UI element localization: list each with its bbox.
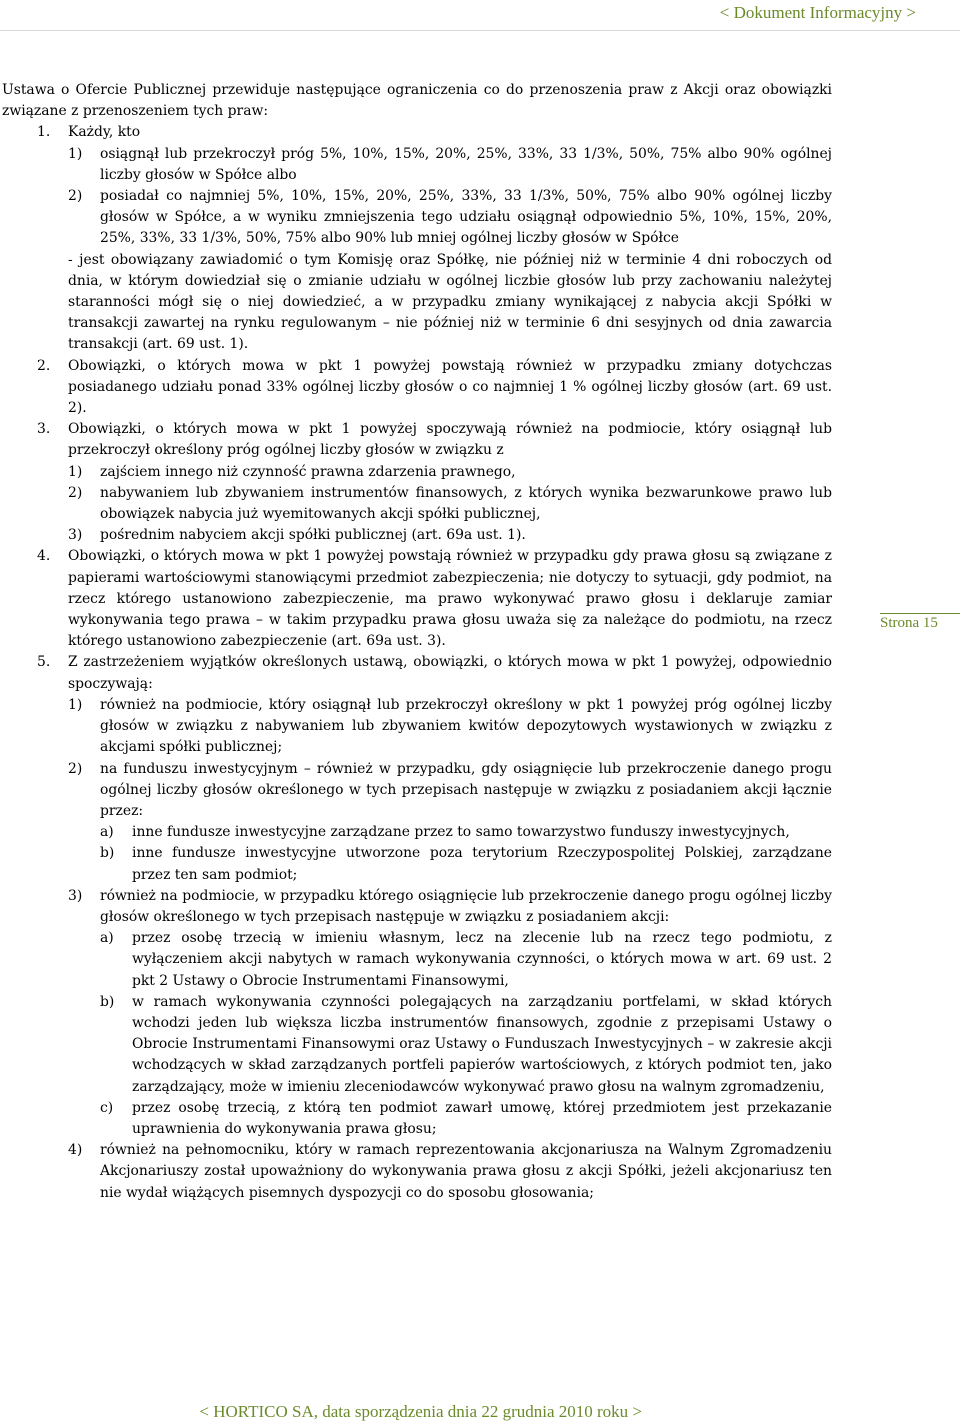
list-item xyxy=(2,652,832,694)
item-letter: a) xyxy=(100,824,114,841)
item-text: pośrednim nabyciem akcji spółki publicznej (art. 69a ust. 1). xyxy=(100,527,526,544)
document-header: < Dokument Informacyjny > xyxy=(719,3,916,22)
list-item xyxy=(2,1140,832,1204)
item-text: nabywaniem lub zbywaniem instrumentów finansowych, z których wynika bezwarunkowe prawo lub obowiązek nabycia już wyemitowanych akcji spółki publicznej, xyxy=(100,484,832,523)
item-number: 3) xyxy=(68,527,83,544)
list-item xyxy=(2,695,832,759)
item-number: 1) xyxy=(68,145,83,162)
list-item xyxy=(2,843,832,885)
item-text: przez osobę trzecią, z którą ten podmiot zawarł umowę, której przedmiotem jest przekazanie uprawnienia do wykonywania prawa głosu; xyxy=(132,1099,832,1137)
header-divider xyxy=(0,30,960,31)
item-number: 1) xyxy=(68,463,83,480)
item-letter: c) xyxy=(100,1099,114,1116)
list-item xyxy=(2,525,832,546)
item-text: Obowiązki, o których mowa w pkt 1 powyżej powstają również w przypadku gdy prawa głosu są związane z papierami wartościowymi stanowiącymi przedmiot zabezpieczenia; nie dotyczy to sytuacji, gdy podmiot, na rzecz którego ustanowiono zabezpieczenie, ma prawo wykonywać prawo głosu i deklaruje zamiar wykonywania tego prawa – w takim przypadku prawa głosu uważa się za należące do podmiotu, na rzecz którego ustanowiono zabezpieczenie (art. 69a ust. 3). xyxy=(68,548,832,650)
page-number: Strona 15 xyxy=(880,613,960,632)
list-item xyxy=(2,928,832,992)
item-letter: b) xyxy=(100,845,115,862)
document-body xyxy=(2,80,832,1204)
list-item xyxy=(2,822,832,843)
item-number: 2) xyxy=(68,484,83,501)
item-text: również na podmiocie, w przypadku którego osiągnięcie lub przekroczenie danego progu ogólnej liczby głosów określonego w tych przepisach następuje w związku z posiadaniem akcji: xyxy=(100,887,832,925)
item-number: 1) xyxy=(68,696,83,713)
continuation-paragraph: - jest obowiązany zawiadomić o tym Komisję oraz Spółkę, nie później niż w terminie 4 dni roboczych od dnia, w którym dowiedział się o zmianie udziału w ogólnej liczbie głosów lub przy zachowaniu należytej staranności mógł się o niej dowiedzieć, a w przypadku zmiany wynikającej z nabycia akcji Spółki w transakcji zawartej na rynku regulowanym – nie później niż w terminie 6 dni sesyjnych od dnia zawarcia transakcji (art. 69 ust. 1). xyxy=(68,251,832,353)
item-text: inne fundusze inwestycyjne zarządzane przez to samo towarzystwo funduszy inwestycyjnych, xyxy=(132,824,790,841)
item-number: 1. xyxy=(37,124,51,141)
list-item xyxy=(2,462,832,483)
item-text: Obowiązki, o których mowa w pkt 1 powyżej powstają również w przypadku zmiany dotychczas posiadanego udziału ponad 33% ogólnej liczby głosów o co najmniej 1 % ogólnej liczby głosów (art. 69 ust. 2). xyxy=(68,357,832,417)
item-text: inne fundusze inwestycyjne utworzone poza terytorium Rzeczypospolitej Polskiej, zarządzane przez ten sam podmiot; xyxy=(132,845,832,883)
item-text: posiadał co najmniej 5%, 10%, 15%, 20%, 25%, 33%, 33 1/3%, 50%, 75% albo 90% ogólnej liczby głosów w Spółce, a w wyniku zmniejszenia tego udziału osiągnął odpowiednio 5%, 10%, 15%, 20%, 25%, 33%, 33 1/3%, 50%, 75% albo 90% lub mniej ogólnej liczby głosów w Spółce xyxy=(100,188,832,247)
list-item xyxy=(2,186,832,250)
item-text: Z zastrzeżeniem wyjątków określonych ustawą, obowiązki, o których mowa w pkt 1 powyżej, odpowiednio spoczywają: xyxy=(68,654,832,692)
item-letter: b) xyxy=(100,993,115,1010)
intro-paragraph: Ustawa o Ofercie Publicznej przewiduje następujące ograniczenia co do przenoszenia praw z Akcji oraz obowiązki związane z przenoszeniem tych praw: xyxy=(2,82,832,120)
list-item xyxy=(2,886,832,928)
list-item xyxy=(2,546,832,652)
item-text: osiągnął lub przekroczył próg 5%, 10%, 15%, 20%, 25%, 33%, 33 1/3%, 50%, 75% albo 90% ogólnej liczby głosów w Spółce albo xyxy=(100,145,832,183)
item-number: 5. xyxy=(37,654,51,671)
item-number: 3) xyxy=(68,887,83,904)
item-text: Każdy, kto xyxy=(68,124,141,141)
item-number: 3. xyxy=(37,421,51,438)
item-text: Obowiązki, o których mowa w pkt 1 powyżej spoczywają również na podmiocie, który osiągnął lub przekroczył określony próg ogólnej liczby głosów w związku z xyxy=(68,421,832,459)
item-text: również na podmiocie, który osiągnął lub przekroczył określony w pkt 1 powyżej próg ogólnej liczby głosów w związku z nabywaniem lub zbywaniem kwitów depozytowych wystawionych w związku z akcjami spółki publicznej; xyxy=(100,696,832,756)
item-number: 2) xyxy=(68,188,83,205)
item-text: zajściem innego niż czynność prawna zdarzenia prawnego, xyxy=(100,463,516,480)
list-item xyxy=(2,759,832,823)
item-number: 4. xyxy=(37,548,51,565)
item-number: 4) xyxy=(68,1142,83,1159)
item-text: w ramach wykonywania czynności polegających na zarządzaniu portfelami, w skład których wchodzi jeden lub większa liczba instrumentów finansowych, zgodnie z przepisami Ustawy o Obrocie Instrumentami Finansowymi oraz Ustawy o Funduszach Inwestycyjnych – w zakresie akcji wchodzących w skład zarządzanych portfeli papierów wartościowych, z których podmiot ten, jako zarządzający, może w imieniu zleceniodawców wykonywać prawo głosu na walnym zgromadzeniu, xyxy=(132,993,832,1095)
list-item xyxy=(2,992,832,1098)
item-text: przez osobę trzecią w imieniu własnym, lecz na zlecenie lub na rzecz tego podmiotu, z wyłączeniem akcji nabytych w ramach wykonywania czynności, o których mowa w art. 69 ust. 2 pkt 2 Ustawy o Obrocie Instrumentami Finansowymi, xyxy=(132,930,832,989)
item-text: na funduszu inwestycyjnym – również w przypadku, gdy osiągnięcie lub przekroczenie danego progu ogólnej liczby głosów określonego w tych przepisach następuje w związku z posiadaniem akcji łącznie przez: xyxy=(100,760,832,819)
item-number: 2. xyxy=(37,357,51,374)
list-item xyxy=(2,1098,832,1140)
list-item xyxy=(2,144,832,186)
list-item xyxy=(2,122,832,143)
list-item xyxy=(2,356,832,420)
item-number: 2) xyxy=(68,760,83,777)
list-item xyxy=(2,483,832,525)
item-letter: a) xyxy=(100,930,114,947)
item-text: również na pełnomocniku, który w ramach reprezentowania akcjonariusza na Walnym Zgromadzeniu Akcjonariuszy został upoważniony do wykonywania prawa głosu z akcji Spółki, jeżeli akcjonariusz ten nie wydał wiążących pisemnych dyspozycji co do sposobu głosowania; xyxy=(100,1142,832,1201)
document-footer: < HORTICO SA, data sporządzenia dnia 22 grudnia 2010 roku > xyxy=(199,1402,642,1421)
list-item xyxy=(2,419,832,461)
